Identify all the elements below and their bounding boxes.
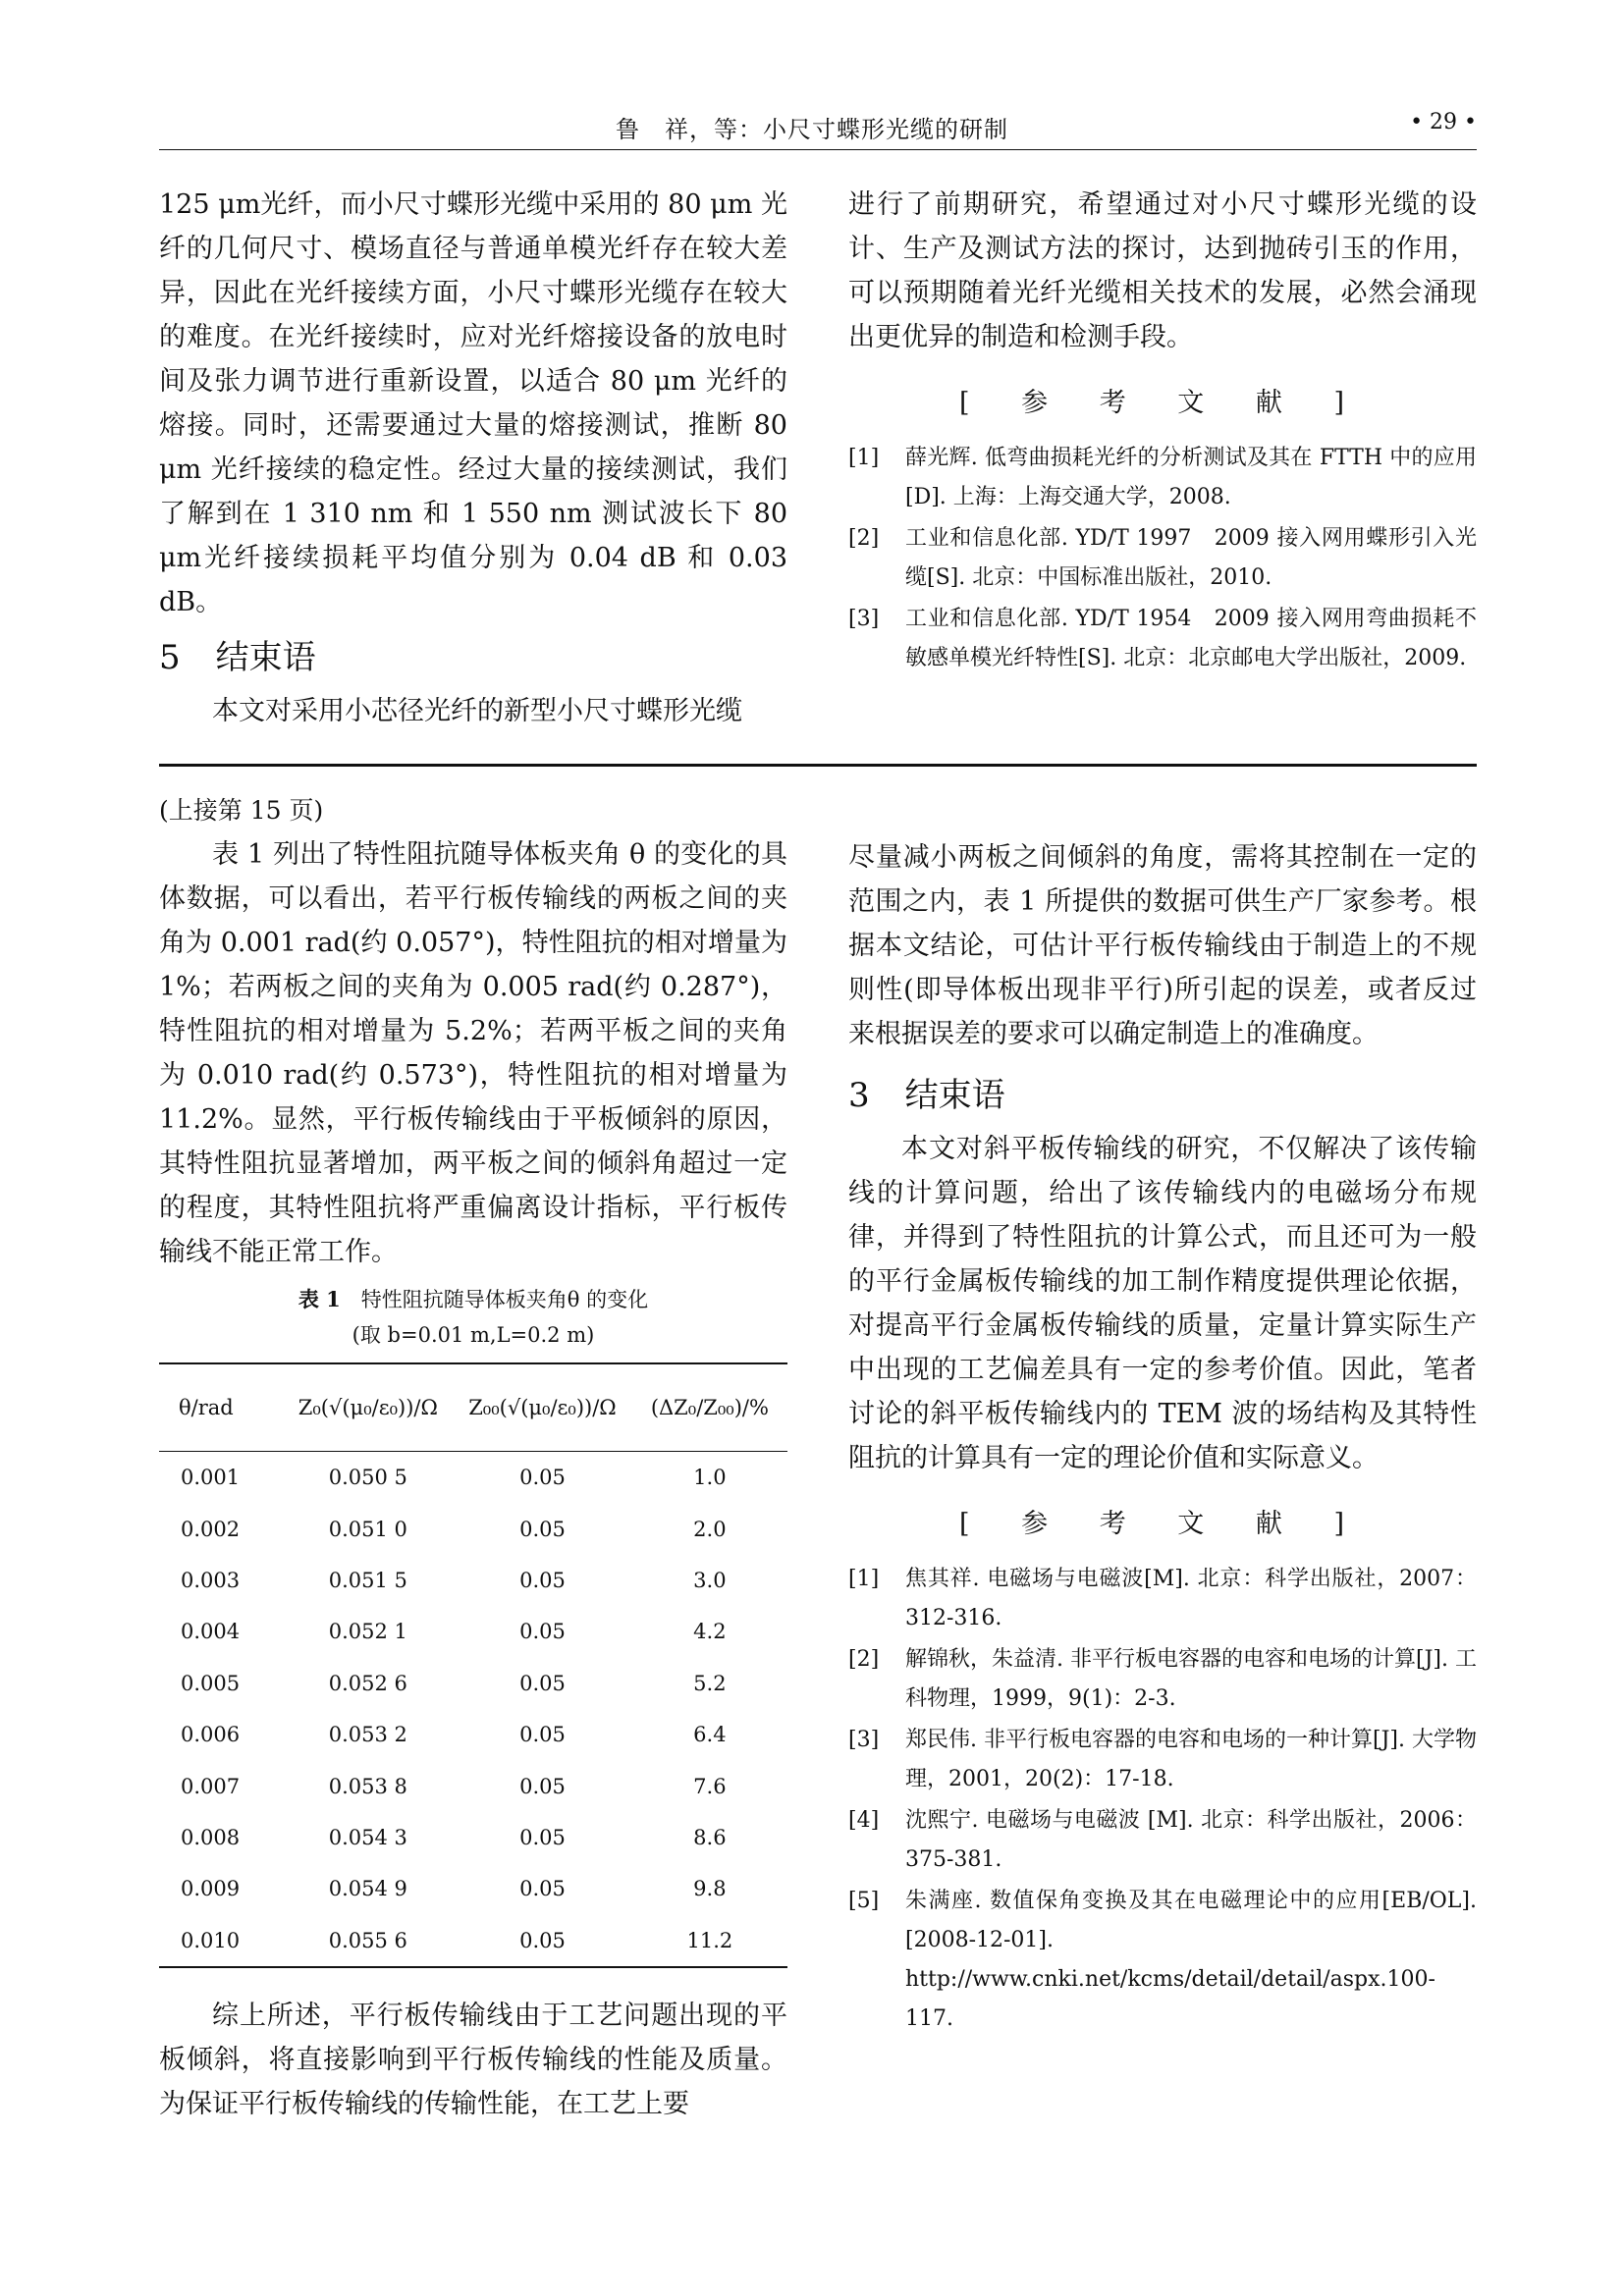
- table-cell: 0.051 0: [328, 1517, 407, 1541]
- table-cell: 6.4: [693, 1723, 727, 1747]
- reference-text: 沈熙宁. 电磁场与电磁波 [M]. 北京：科学出版社，2006：375-381.: [905, 1808, 1477, 1872]
- table-cell: 0.05: [519, 1620, 566, 1644]
- table-cell: 0.05: [519, 1774, 566, 1798]
- table-cell: 0.001: [181, 1466, 241, 1490]
- body-paragraph: 本文对采用小芯径光纤的新型小尺寸蝶形光缆: [212, 696, 742, 726]
- table-cell: 0.054 9: [328, 1877, 407, 1901]
- table-cell: 3.0: [693, 1568, 727, 1592]
- table-cell: 4.2: [693, 1620, 727, 1644]
- bottom-right-column: [848, 835, 1477, 2041]
- column-header: (ΔZ₀/Z₀₀)/%: [650, 1396, 769, 1419]
- section-number: 5: [159, 638, 181, 677]
- body-paragraph: 本文对斜平板传输线的研究，不仅解决了该传输线的计算问题，给出了该传输线内的电磁场分布规律，并得到了特性阻抗的计算公式，而且还可为一般的平行金属板传输线的加工制作精度提供理论依据，对提高平行金属板传输线的质量，定量计算实际生产中出现的工艺偏差具有一定的参考价值。因此，笔者讨论的斜平板传输线内的 TEM 波的场结构及其特性阻抗的计算具有一定的理论价值和实际意义。: [848, 1134, 1477, 1473]
- table-row: [159, 1503, 787, 1554]
- impedance-table: [159, 1362, 787, 1968]
- table-cell: 0.05: [519, 1568, 566, 1592]
- reference-text: 朱满座. 数值保角变换及其在电磁理论中的应用[EB/OL]. [2008-12-01]. http://www.cnki.net/kcms/detail/detail/aspx.100-117.: [905, 1889, 1477, 2031]
- table-row: [159, 1863, 787, 1914]
- reference-text: 工业和信息化部. YD/T 1997 2009 接入网用蝶形引入光缆[S]. 北京：中国标准出版社，2010.: [905, 526, 1477, 590]
- table-cell: 0.008: [181, 1825, 241, 1849]
- table-cell: 0.05: [519, 1825, 566, 1849]
- table-caption: [159, 1282, 787, 1317]
- top-right-column: [848, 183, 1477, 680]
- table-cell: 0.053 2: [328, 1723, 407, 1747]
- table-label: 表 1: [298, 1287, 341, 1311]
- table-cell: 0.05: [519, 1517, 566, 1541]
- table-cell: 0.052 1: [328, 1620, 407, 1644]
- section-title: 结束语: [215, 638, 316, 677]
- header-rule: [159, 149, 1477, 150]
- page-number: • 29 •: [1410, 110, 1477, 134]
- table-row: [159, 1709, 787, 1760]
- table-cell: 0.007: [181, 1774, 241, 1798]
- table-cell: 8.6: [693, 1825, 727, 1849]
- table-cell: 0.054 3: [328, 1825, 407, 1849]
- table-cell: 9.8: [693, 1877, 727, 1901]
- reference-number: [1]: [848, 446, 880, 470]
- table-cell: 11.2: [686, 1928, 733, 1952]
- bottom-left-column: [159, 791, 787, 2126]
- table-row: [159, 1452, 787, 1504]
- reference-text: 解锦秋，朱益清. 非平行板电容器的电容和电场的计算[J]. 工科物理，1999，9(1)：2-3.: [905, 1647, 1477, 1711]
- body-paragraph: 综上所述，平行板传输线由于工艺问题出现的平板倾斜，将直接影响到平行板传输线的性能及质量。为保证平行板传输线的传输性能，在工艺上要: [159, 2000, 787, 2119]
- column-header: θ/rad: [179, 1396, 234, 1419]
- reference-item: [848, 1640, 1477, 1719]
- reference-item: [848, 519, 1477, 598]
- running-header-title: 鲁 祥，等：小尺寸蝶形光缆的研制: [616, 116, 1008, 143]
- table-cell: 7.6: [693, 1774, 727, 1798]
- table-cell: 1.0: [693, 1466, 727, 1490]
- reference-item: [848, 1721, 1477, 1799]
- table-cell: 0.05: [519, 1723, 566, 1747]
- reference-number: [2]: [848, 1647, 880, 1672]
- table-cell: 0.010: [181, 1928, 241, 1952]
- reference-list: [848, 1560, 1477, 2039]
- reference-text: 焦其祥. 电磁场与电磁波[M]. 北京：科学出版社，2007：312-316.: [905, 1567, 1477, 1630]
- reference-item: [848, 1801, 1477, 1880]
- reference-item: [848, 600, 1477, 678]
- column-header: Z₀(√(μ₀/ε₀))/Ω: [298, 1396, 438, 1419]
- table-cell: 0.05: [519, 1466, 566, 1490]
- reference-number: [2]: [848, 526, 880, 551]
- section-number: 3: [848, 1076, 870, 1115]
- reference-number: [3]: [848, 607, 880, 631]
- table-cell: 0.051 5: [328, 1568, 407, 1592]
- body-paragraph: 进行了前期研究，希望通过对小尺寸蝶形光缆的设计、生产及测试方法的探讨，达到抛砖引玉的作用，可以预期随着光纤光缆相关技术的发展，必然会涌现出更优异的制造和检测手段。: [848, 189, 1477, 352]
- column-header: Z₀₀(√(μ₀/ε₀))/Ω: [468, 1396, 617, 1419]
- table-row: [159, 1812, 787, 1863]
- table-row: [159, 1606, 787, 1657]
- table-cell: 0.055 6: [328, 1928, 407, 1952]
- table-row: [159, 1555, 787, 1606]
- body-paragraph: 表 1 列出了特性阻抗随导体板夹角 θ 的变化的具体数据，可以看出，若平行板传输线的两板之间的夹角为 0.001 rad(约 0.057°)，特性阻抗的相对增量为 1%；若两板之间的夹角为 0.005 rad(约 0.287°)，特性阻抗的相对增量为 5.2%；若两平板之间的夹角为 0.010 rad(约 0.573°)，特性阻抗的相对增量为 11.2%。显然，平行板传输线由于平板倾斜的原因，其特性阻抗显著增加，两平板之间的倾斜角超过一定的程度，其特性阻抗将严重偏离设计指标，平行板传输线不能正常工作。: [159, 839, 787, 1267]
- reference-item: [848, 1882, 1477, 2039]
- article-divider-rule: [159, 764, 1477, 767]
- table-condition: (取 b=0.01 m,L=0.2 m): [352, 1323, 595, 1347]
- reference-text: 郑民伟. 非平行板电容器的电容和电场的一种计算[J]. 大学物理，2001，20(2)：17-18.: [905, 1728, 1477, 1791]
- table-cell: 0.006: [181, 1723, 241, 1747]
- table-row: [159, 1658, 787, 1709]
- table-cell: 0.05: [519, 1877, 566, 1901]
- continued-from-note: (上接第 15 页): [159, 796, 324, 825]
- reference-number: [1]: [848, 1567, 880, 1591]
- section-heading: [848, 1068, 1477, 1123]
- table-cell: 0.05: [519, 1928, 566, 1952]
- table-cell: 0.002: [181, 1517, 241, 1541]
- table-cell: 0.003: [181, 1568, 241, 1592]
- section-title: 结束语: [904, 1076, 1005, 1115]
- reference-number: [3]: [848, 1728, 880, 1752]
- table-cell: 0.005: [181, 1671, 241, 1695]
- body-paragraph: 尽量减小两板之间倾斜的角度，需将其控制在一定的范围之内，表 1 所提供的数据可供生产厂家参考。根据本文结论，可估计平行板传输线由于制造上的不规则性(即导体板出现非平行)所引起的误差，或者反过来根据误差的要求可以确定制造上的准确度。: [848, 842, 1477, 1049]
- table-cell: 2.0: [693, 1517, 727, 1541]
- table-row: [159, 1760, 787, 1811]
- table-cell: 0.009: [181, 1877, 241, 1901]
- table-cell: 0.050 5: [328, 1466, 407, 1490]
- top-left-column: [159, 183, 787, 733]
- references-heading: [ 参 考 文 献 ]: [959, 388, 1366, 418]
- table-header-row: [159, 1363, 787, 1452]
- table-cell: 0.004: [181, 1620, 241, 1644]
- table-cell: 0.053 8: [328, 1774, 407, 1798]
- reference-text: 工业和信息化部. YD/T 1954 2009 接入网用弯曲损耗不敏感单模光纤特性[S]. 北京：北京邮电大学出版社，2009.: [905, 607, 1477, 670]
- reference-text: 薛光辉. 低弯曲损耗光纤的分析测试及其在 FTTH 中的应用[D]. 上海：上海交通大学，2008.: [905, 446, 1477, 509]
- reference-list: [848, 439, 1477, 678]
- table-title: 特性阻抗随导体板夹角θ 的变化: [360, 1288, 649, 1311]
- reference-number: [5]: [848, 1889, 880, 1913]
- references-heading: [ 参 考 文 献 ]: [959, 1509, 1366, 1539]
- table-cell: 0.052 6: [328, 1671, 407, 1695]
- body-paragraph: 125 μm光纤，而小尺寸蝶形光缆中采用的 80 μm 光纤的几何尺寸、模场直径与普通单模光纤存在较大差异，因此在光纤接续方面，小尺寸蝶形光缆存在较大的难度。在光纤接续时，应对光纤熔接设备的放电时间及张力调节进行重新设置，以适合 80 μm 光纤的熔接。同时，还需要通过大量的熔接测试，推断 80 μm 光纤接续的稳定性。经过大量的接续测试，我们了解到在 1 310 nm 和 1 550 nm 测试波长下 80 μm光纤接续损耗平均值分别为 0.04 dB 和 0.03 dB。: [159, 189, 787, 617]
- table-row: [159, 1915, 787, 1967]
- reference-number: [4]: [848, 1808, 880, 1833]
- table-cell: 0.05: [519, 1671, 566, 1695]
- reference-item: [848, 1560, 1477, 1638]
- table-cell: 5.2: [693, 1671, 727, 1695]
- reference-item: [848, 439, 1477, 517]
- section-heading: [159, 630, 787, 685]
